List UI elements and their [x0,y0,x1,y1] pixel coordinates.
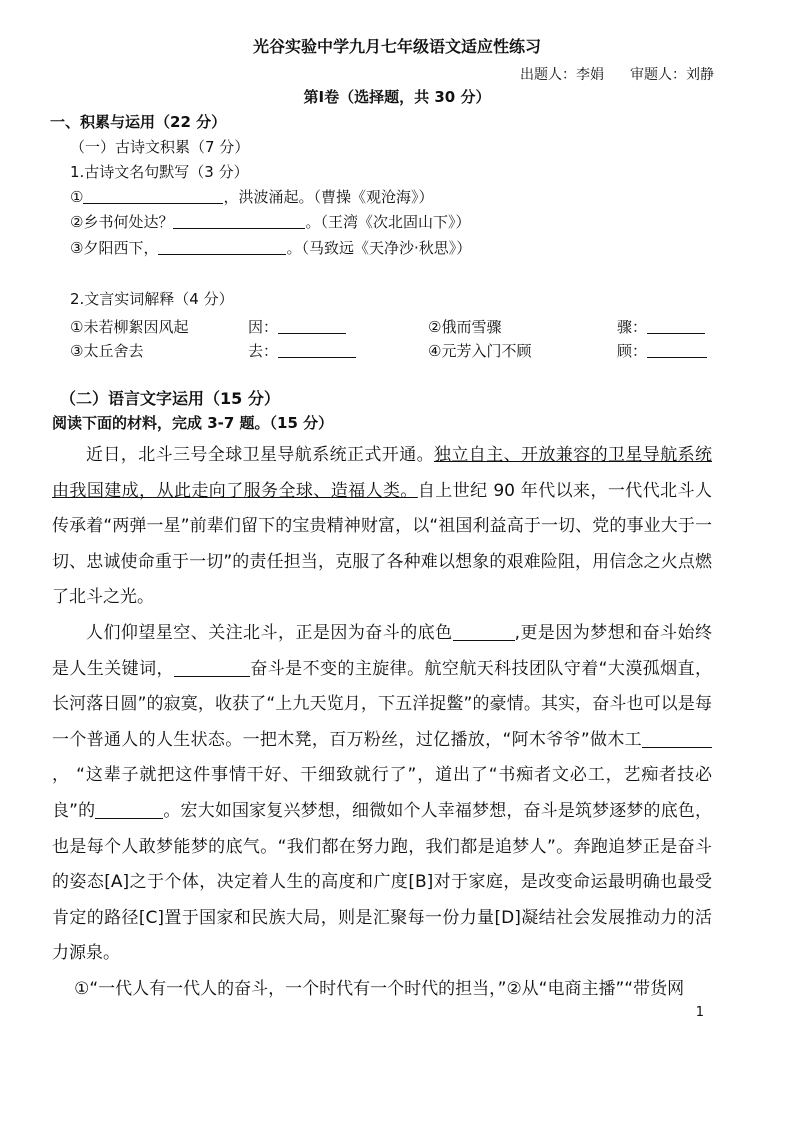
p2-s5: 。宏大如国家复兴梦想，细微如个人幸福梦想，奋斗是筑梦逐梦的底色，也是每个人敢梦能梦的底气。“我们都在努力跑，我们都是追梦人”。奔跑追梦正是奋斗的姿态[A]之于个体，决定着人生的高度和广度[B]对于家庭，是改变命运最明确也最受肯定的路径[C]置于国家和民族大局，则是汇聚每一份力量[D]凝结社会发展推动力的活力源泉。 [52,800,713,964]
q2-item-4-label: 顾： [617,342,648,360]
q2-item-1-label: 因： [248,318,279,336]
p1-underlined-sentence: 独立自主、开放兼容的卫星导航系统由我国建成，从此走向了服务全球、造福人类。 [52,445,712,501]
q2-item-1-text: ①未若柳絮因风起 [70,318,189,336]
q2-item-4-text: ④元芳入门不顾 [428,342,532,360]
reviewer-label: 审题人：刘静 [630,67,714,83]
q2-item-1-answer [248,316,346,337]
q2-item-1-blank[interactable] [278,318,346,334]
p2-s1: 人们仰望星空、关注北斗，正是因为奋斗的底色 [86,622,453,643]
passage-paragraph-2 [52,616,712,972]
part-title: 第Ⅰ卷（选择题，共 30 分） [303,88,491,106]
p1-text-b: 自上世纪 90 年代以来，一代代北斗人传承着“两弹一星”前辈们留下的宝贵精神财富，以“祖国利益高于一切、党的事业大于一切、忠诚使命重于一切”的责任担当，克服了各种难以想象的艰难险阻，用信念之火点燃了北斗之光。 [52,480,712,608]
q2-heading: 2.文言实词解释（4 分） [70,290,234,308]
reading-passage [52,438,712,1008]
q1-line-1-prefix: ① [70,188,84,206]
passage-blank-3[interactable] [642,730,712,748]
exam-meta [494,64,714,84]
p2-s3: 奋斗是不变的主旋律。航空航天科技团队守着“大漠孤烟直，长河落日圆”的寂寞，收获了“上九天览月，下五洋捉鳖”的豪情。其实，奋斗也可以是每一个普通人的人生状态。一把木凳，百万粉丝，过亿播放，“阿木爷爷”做木工 [52,658,712,750]
q2-item-2-label: 骤： [617,318,648,336]
passage-blank-4[interactable] [95,801,163,819]
exam-title: 光谷实验中学九月七年级语文适应性练习 [252,37,541,56]
passage-blank-1[interactable] [453,623,515,641]
q1-line-1-suffix: ，洪波涌起。（曹操《观沧海》） [223,188,434,206]
section2-instruction: 阅读下面的材料，完成 3-7 题。（15 分） [52,414,334,432]
q2-item-2-answer [617,316,705,337]
q2-item-3-label: 去： [248,342,279,360]
passage-paragraph-3: ①“一代人有一代人的奋斗，一个时代有一个时代的担当，”②从“电商主播”“带货网 [74,978,685,999]
q1-line-3-blank[interactable] [158,239,286,255]
p2-s2: ,更是因为梦想和奋斗始终是人生关键词， [52,622,712,679]
q2-item-3-blank[interactable] [278,342,356,358]
q1-line-1 [70,186,433,207]
q2-item-3-answer [248,340,356,361]
q1-line-3-suffix: 。（马致远《天净沙·秋思》） [286,239,472,257]
q2-item-2-blank[interactable] [647,318,705,334]
q2-item-2-text: ②俄而雪骤 [428,318,502,336]
q1-heading: 1.古诗文名句默写（3 分） [70,163,249,181]
page-number: 1 [695,1005,704,1020]
author-label: 出题人：李娟 [520,67,604,83]
q2-item-4-answer [617,340,707,361]
q2-item-3-text: ③太丘舍去 [70,342,144,360]
q1-line-2-suffix: 。（王湾《次北固山下》） [305,213,471,231]
passage-paragraph-1 [52,438,712,616]
section2-heading: （二）语言文字运用（15 分） [60,389,280,408]
q1-line-1-blank[interactable] [83,188,223,204]
q1-line-3-prefix: ③夕阳西下， [70,239,159,257]
q1-line-2-prefix: ②乡书何处达？ [70,213,174,231]
q2-item-4-blank[interactable] [647,342,707,358]
q1-line-3 [70,237,471,258]
section1-subheading: （一）古诗文积累（7 分） [70,138,250,156]
q1-line-2 [70,211,470,232]
section1-heading: 一、积累与运用（22 分） [50,113,227,131]
p2-s4: ， “这辈子就把这件事情干好、干细致就行了”，道出了“书痴者文必工，艺痴者技必良”的 [52,765,712,821]
p1-text-a: 近日，北斗三号全球卫星导航系统正式开通。 [86,445,434,465]
passage-blank-2[interactable] [174,659,250,677]
q1-line-2-blank[interactable] [173,213,305,229]
